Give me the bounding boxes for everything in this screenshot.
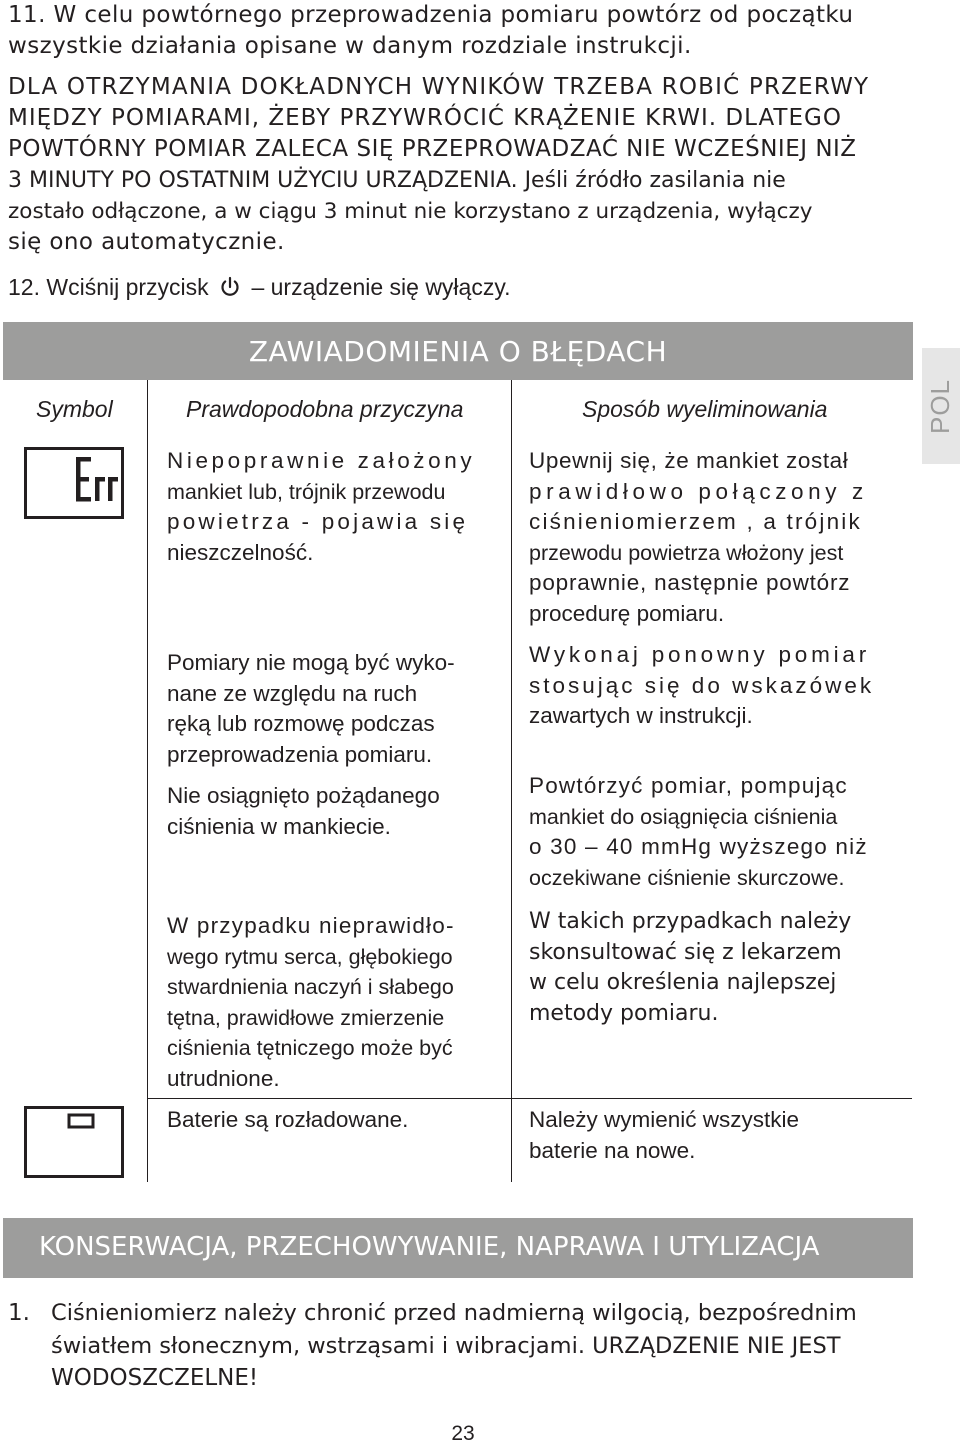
table-row-separator bbox=[147, 1098, 912, 1099]
error-row-5-fix: Należy wymienić wszystkie baterie na nowe. bbox=[529, 1107, 800, 1163]
language-tab-label: POL bbox=[925, 378, 956, 434]
step-11-line-2: wszystkie działania opisane w danym rozdziale instrukcji. bbox=[8, 33, 692, 59]
error-row-1-cause: Niepoprawnie założony mankiet lub, trójnik przewodu powietrza - pojawia się nieszczelność. bbox=[167, 448, 476, 565]
error-row-3-cause: Nie osiągnięto pożądanego ciśnienia w mankiecie. bbox=[167, 783, 440, 839]
maintenance-item-text: Ciśnieniomierz należy chronić przed nadmierną wilgocią, bezpośrednim światłem słonecznym, wstrząsami i wibracjami. URZĄDZENIE NIE JEST WODOSZCZELNE! bbox=[51, 1300, 857, 1391]
power-icon bbox=[219, 275, 241, 306]
table-divider-1 bbox=[147, 380, 148, 1182]
step-12-number: 12. bbox=[8, 274, 40, 300]
page-number: 23 bbox=[451, 1422, 475, 1445]
errors-section-header bbox=[3, 322, 913, 380]
col-header-fix: Sposób wyeliminowania bbox=[582, 396, 828, 422]
step-11-line-8: się ono automatycznie. bbox=[8, 229, 285, 255]
maintenance-item-number: 1. bbox=[8, 1300, 30, 1326]
step-11-line-3: DLA OTRZYMANIA DOKŁADNYCH WYNIKÓW TRZEBA ROBIĆ PRZERWY bbox=[8, 74, 870, 100]
error-row-2-cause: Pomiary nie mogą być wyko- nane ze względu na ruch ręką lub rozmowę podczas przeprowadzenia pomiaru. bbox=[167, 650, 455, 767]
step-11-line-6: 3 MINUTY PO OSTATNIM UŻYCIU URZĄDZENIA. Jeśli źródło zasilania nie bbox=[8, 168, 786, 193]
error-row-5-cause: Baterie są rozładowane. bbox=[167, 1107, 409, 1132]
step-11-number: 11. bbox=[8, 2, 46, 28]
step-11 bbox=[8, 0, 918, 258]
maintenance-section-title: KONSERWACJA, PRZECHOWYWANIE, NAPRAWA I UTYLIZACJA bbox=[39, 1232, 820, 1262]
table-divider-2 bbox=[511, 380, 512, 1182]
error-row-4-fix: W takich przypadkach należy skonsultować się z lekarzem w celu określenia najlepszej metody pomiaru. bbox=[529, 909, 852, 1026]
step-11-line-7: zostało odłączone, a w ciągu 3 minut nie korzystano z urządzenia, wyłączy bbox=[8, 199, 813, 224]
col-header-symbol: Symbol bbox=[36, 396, 113, 422]
step-11-line-1: 11. W celu powtórnego przeprowadzenia pomiaru powtórz od początku bbox=[8, 2, 854, 28]
step-11-line-5: POWTÓRNY POMIAR ZALECA SIĘ PRZEPROWADZAĆ NIE WCZEŚNIEJ NIŻ bbox=[8, 136, 857, 162]
lcd-battery-icon bbox=[24, 1106, 124, 1178]
maintenance-section-header bbox=[3, 1218, 913, 1278]
error-row-4-cause: W przypadku nieprawidło- wego rytmu serca, głębokiego stwardnienia naczyń i słabego tętna, prawidłowe zmierzenie ciśnienia tętniczego może być utrudnione. bbox=[167, 913, 455, 1091]
language-tab bbox=[922, 348, 960, 464]
error-row-2-fix: Wykonaj ponowny pomiar stosując się do wskazówek zawartych w instrukcji. bbox=[529, 642, 875, 728]
errors-section-title: ZAWIADOMIENIA O BŁĘDACH bbox=[248, 335, 668, 368]
step-11-line-4: MIĘDZY POMIARAMI, ŻEBY PRZYWRÓCIĆ KRĄŻENIE KRWI. DLATEGO bbox=[8, 105, 842, 131]
lcd-err-icon bbox=[24, 447, 124, 519]
col-header-cause: Prawdopodobna przyczyna bbox=[186, 396, 464, 422]
step-12: 12. Wciśnij przycisk – urządzenie się wyłączy. bbox=[8, 272, 511, 306]
error-row-1-fix: Upewnij się, że mankiet został prawidłowo połączony z ciśnieniomierzem , a trójnik przewodu powietrza włożony jest poprawnie, następnie powtórz procedurę pomiaru. bbox=[529, 448, 868, 626]
error-row-3-fix: Powtórzyć pomiar, pompując mankiet do osiągnięcia ciśnienia o 30 – 40 mmHg wyższego niż oczekiwane ciśnienie skurczowe. bbox=[529, 773, 868, 890]
